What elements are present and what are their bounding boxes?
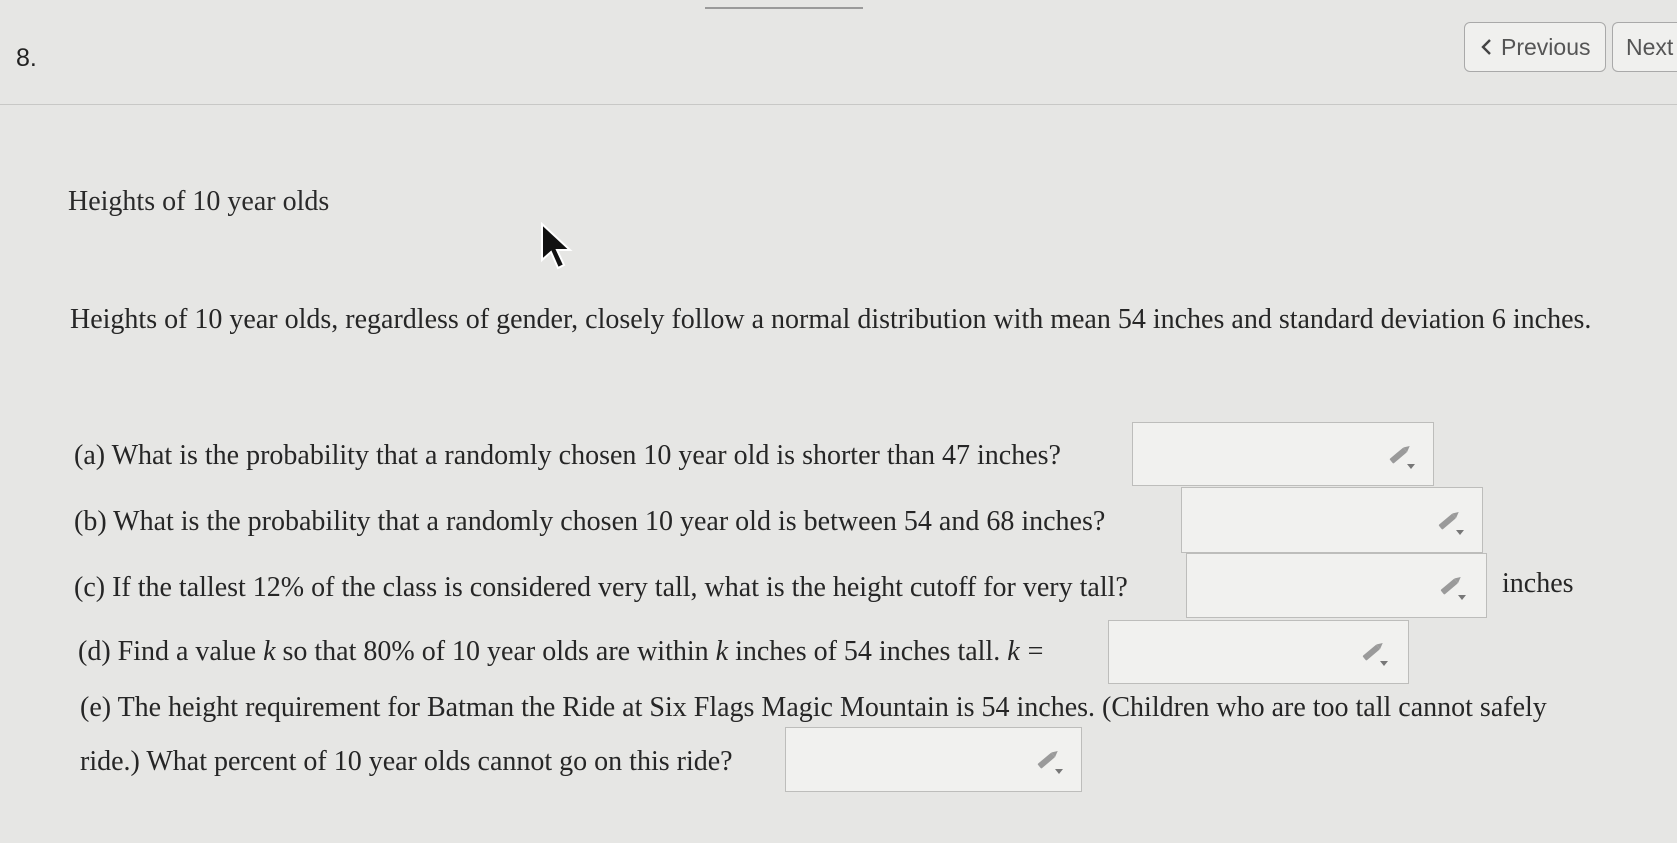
part-d-text-pre: (d) Find a value <box>78 636 264 667</box>
part-a-question: (a) What is the probability that a randomly chosen 10 year old is shorter than 47 inches? <box>74 440 1061 471</box>
question-header <box>0 0 1677 105</box>
pencil-dropdown-icon[interactable] <box>1436 572 1468 602</box>
part-c-question: (c) If the tallest 12% of the class is considered very tall, what is the height cutoff for very tall? <box>74 572 1128 603</box>
part-c-answer-input[interactable] <box>1186 553 1487 618</box>
part-e-answer-input[interactable] <box>785 727 1082 792</box>
part-d-variable-k: k <box>263 636 276 667</box>
part-b-question: (b) What is the probability that a randomly chosen 10 year old is between 54 and 68 inches? <box>74 506 1106 537</box>
mouse-pointer-icon <box>540 222 574 274</box>
part-b-answer-input[interactable] <box>1181 487 1483 553</box>
chevron-left-icon <box>1479 37 1495 57</box>
problem-description: Heights of 10 year olds, regardless of gender, closely follow a normal distribution with mean 54 inches and standard deviation 6 inches. <box>70 304 1592 335</box>
pencil-dropdown-icon[interactable] <box>1358 638 1390 668</box>
part-d-text-mid: so that 80% of 10 year olds are within <box>275 636 716 667</box>
part-e-question-line2: ride.) What percent of 10 year olds cannot go on this ride? <box>80 746 733 777</box>
pencil-dropdown-icon[interactable] <box>1385 441 1417 471</box>
part-e-question-line1: (e) The height requirement for Batman the Ride at Six Flags Magic Mountain is 54 inches. (Children who are too tall cannot safely <box>80 692 1547 723</box>
part-d-variable-k-3: k <box>1007 636 1020 667</box>
previous-label: Previous <box>1501 33 1591 60</box>
next-button[interactable] <box>1612 22 1677 72</box>
part-d-equals: = <box>1027 636 1044 667</box>
pencil-dropdown-icon[interactable] <box>1434 507 1466 537</box>
question-number: 8. <box>16 44 37 72</box>
part-d-variable-k-2: k <box>715 636 729 667</box>
pencil-dropdown-icon[interactable] <box>1033 746 1065 776</box>
part-c-unit-label: inches <box>1502 568 1574 599</box>
previous-button[interactable] <box>1464 22 1606 72</box>
next-label: Next <box>1626 33 1674 60</box>
part-a-answer-input[interactable] <box>1132 422 1434 486</box>
part-d-question <box>78 636 1043 668</box>
part-d-text-post: inches of 54 inches tall. <box>728 636 1008 667</box>
problem-title: Heights of 10 year olds <box>68 186 330 217</box>
part-d-answer-input[interactable] <box>1108 620 1409 684</box>
